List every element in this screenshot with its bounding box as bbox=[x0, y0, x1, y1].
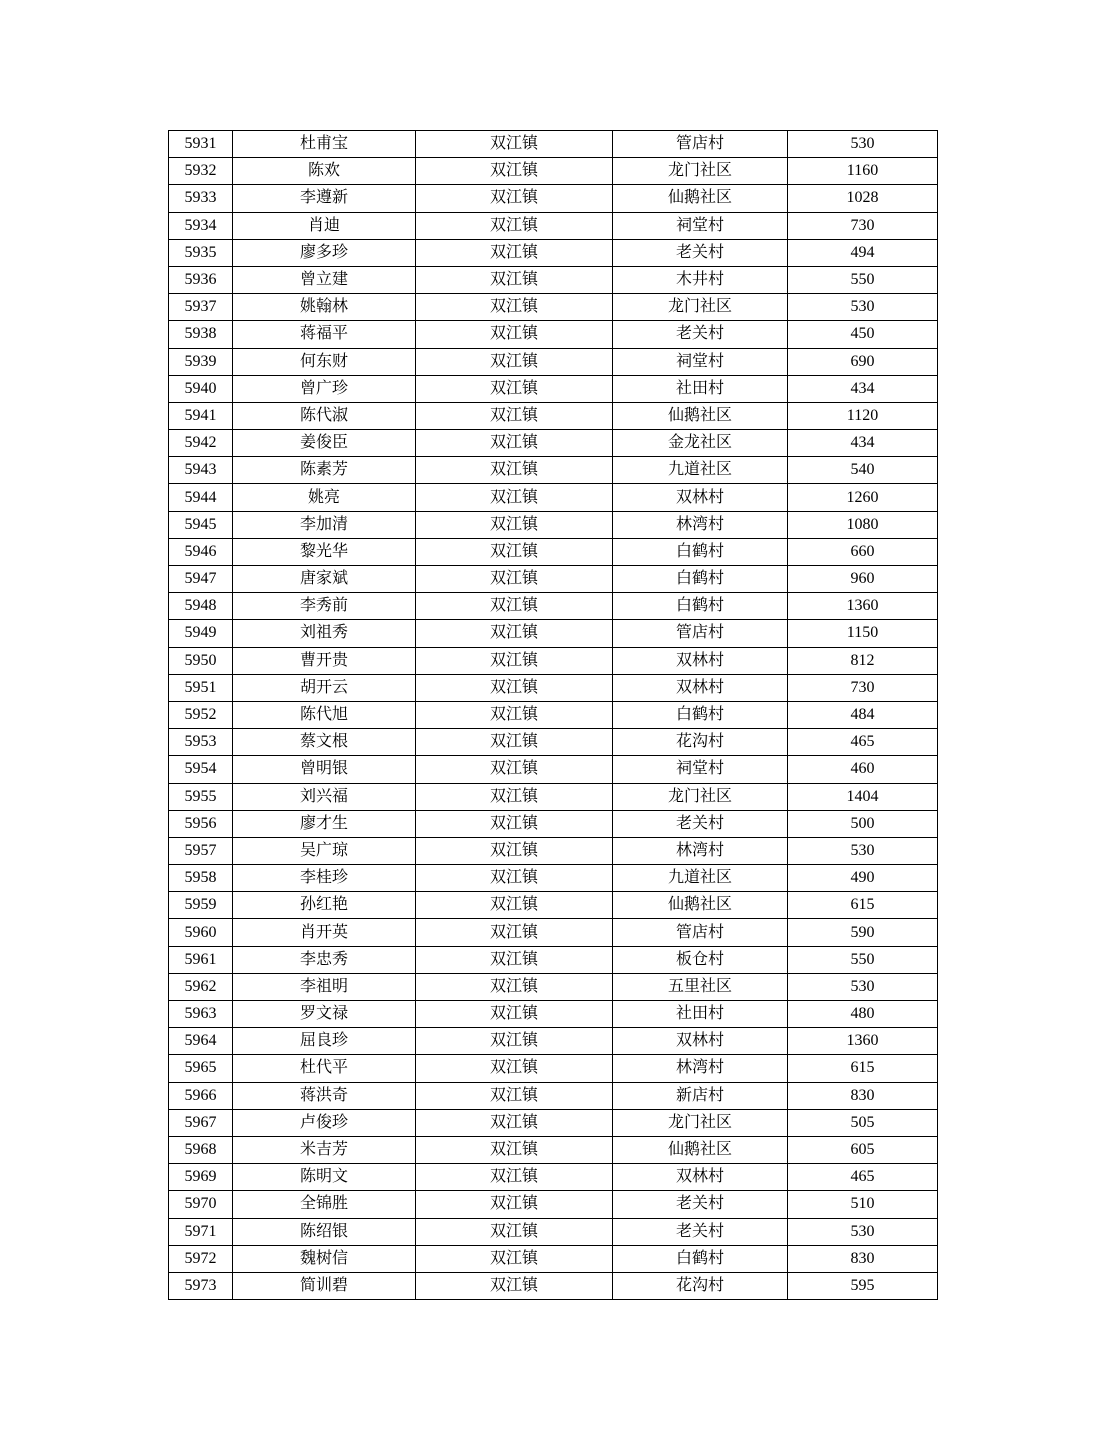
cell-village: 九道社区 bbox=[613, 865, 788, 892]
cell-id: 5932 bbox=[169, 158, 233, 185]
cell-village: 祠堂村 bbox=[613, 212, 788, 239]
cell-town: 双江镇 bbox=[416, 1218, 613, 1245]
cell-village: 双林村 bbox=[613, 484, 788, 511]
cell-id: 5963 bbox=[169, 1001, 233, 1028]
table-row bbox=[169, 294, 938, 321]
cell-town: 双江镇 bbox=[416, 375, 613, 402]
cell-id: 5954 bbox=[169, 756, 233, 783]
table-row bbox=[169, 783, 938, 810]
cell-village: 管店村 bbox=[613, 131, 788, 158]
table-row bbox=[169, 1109, 938, 1136]
cell-name: 廖多珍 bbox=[233, 239, 416, 266]
table-row bbox=[169, 484, 938, 511]
cell-name: 全锦胜 bbox=[233, 1191, 416, 1218]
cell-village: 白鹤村 bbox=[613, 566, 788, 593]
cell-village: 林湾村 bbox=[613, 511, 788, 538]
cell-id: 5959 bbox=[169, 892, 233, 919]
cell-village: 双林村 bbox=[613, 674, 788, 701]
cell-name: 陈代旭 bbox=[233, 701, 416, 728]
table-row bbox=[169, 239, 938, 266]
cell-amount: 615 bbox=[788, 892, 938, 919]
table-row bbox=[169, 919, 938, 946]
cell-name: 何东财 bbox=[233, 348, 416, 375]
cell-name: 蒋洪奇 bbox=[233, 1082, 416, 1109]
cell-village: 白鹤村 bbox=[613, 538, 788, 565]
cell-name: 陈绍银 bbox=[233, 1218, 416, 1245]
cell-amount: 460 bbox=[788, 756, 938, 783]
cell-village: 白鹤村 bbox=[613, 593, 788, 620]
cell-amount: 490 bbox=[788, 865, 938, 892]
cell-name: 姜俊臣 bbox=[233, 430, 416, 457]
table-row bbox=[169, 131, 938, 158]
cell-id: 5946 bbox=[169, 538, 233, 565]
cell-id: 5945 bbox=[169, 511, 233, 538]
cell-village: 花沟村 bbox=[613, 729, 788, 756]
cell-town: 双江镇 bbox=[416, 783, 613, 810]
table-row bbox=[169, 1001, 938, 1028]
cell-name: 杜甫宝 bbox=[233, 131, 416, 158]
cell-amount: 730 bbox=[788, 674, 938, 701]
cell-id: 5942 bbox=[169, 430, 233, 457]
cell-village: 五里社区 bbox=[613, 973, 788, 1000]
cell-name: 黎光华 bbox=[233, 538, 416, 565]
cell-id: 5970 bbox=[169, 1191, 233, 1218]
cell-name: 唐家斌 bbox=[233, 566, 416, 593]
cell-town: 双江镇 bbox=[416, 158, 613, 185]
cell-village: 双林村 bbox=[613, 1028, 788, 1055]
cell-village: 木井村 bbox=[613, 266, 788, 293]
cell-village: 双林村 bbox=[613, 1164, 788, 1191]
cell-amount: 450 bbox=[788, 321, 938, 348]
cell-village: 花沟村 bbox=[613, 1272, 788, 1299]
cell-amount: 465 bbox=[788, 729, 938, 756]
cell-town: 双江镇 bbox=[416, 946, 613, 973]
cell-id: 5944 bbox=[169, 484, 233, 511]
cell-town: 双江镇 bbox=[416, 538, 613, 565]
cell-id: 5962 bbox=[169, 973, 233, 1000]
cell-town: 双江镇 bbox=[416, 185, 613, 212]
cell-name: 吴广琼 bbox=[233, 837, 416, 864]
table-row bbox=[169, 375, 938, 402]
cell-village: 仙鹅社区 bbox=[613, 1136, 788, 1163]
cell-town: 双江镇 bbox=[416, 484, 613, 511]
cell-village: 社田村 bbox=[613, 375, 788, 402]
cell-amount: 1120 bbox=[788, 402, 938, 429]
cell-id: 5948 bbox=[169, 593, 233, 620]
cell-village: 老关村 bbox=[613, 810, 788, 837]
cell-name: 姚翰林 bbox=[233, 294, 416, 321]
table-row bbox=[169, 837, 938, 864]
cell-amount: 1404 bbox=[788, 783, 938, 810]
cell-amount: 1080 bbox=[788, 511, 938, 538]
cell-name: 廖才生 bbox=[233, 810, 416, 837]
cell-village: 龙门社区 bbox=[613, 1109, 788, 1136]
cell-amount: 510 bbox=[788, 1191, 938, 1218]
cell-amount: 484 bbox=[788, 701, 938, 728]
table-row bbox=[169, 647, 938, 674]
cell-amount: 595 bbox=[788, 1272, 938, 1299]
cell-name: 魏树信 bbox=[233, 1245, 416, 1272]
table-row bbox=[169, 1082, 938, 1109]
cell-town: 双江镇 bbox=[416, 1136, 613, 1163]
cell-town: 双江镇 bbox=[416, 430, 613, 457]
cell-town: 双江镇 bbox=[416, 131, 613, 158]
cell-name: 陈欢 bbox=[233, 158, 416, 185]
cell-amount: 434 bbox=[788, 430, 938, 457]
cell-id: 5949 bbox=[169, 620, 233, 647]
cell-name: 陈明文 bbox=[233, 1164, 416, 1191]
cell-id: 5953 bbox=[169, 729, 233, 756]
cell-name: 李加清 bbox=[233, 511, 416, 538]
cell-amount: 615 bbox=[788, 1055, 938, 1082]
table-row bbox=[169, 402, 938, 429]
cell-id: 5947 bbox=[169, 566, 233, 593]
table-row bbox=[169, 457, 938, 484]
cell-id: 5973 bbox=[169, 1272, 233, 1299]
cell-id: 5936 bbox=[169, 266, 233, 293]
cell-village: 双林村 bbox=[613, 647, 788, 674]
cell-name: 蒋福平 bbox=[233, 321, 416, 348]
cell-name: 罗文禄 bbox=[233, 1001, 416, 1028]
table-row bbox=[169, 701, 938, 728]
cell-id: 5934 bbox=[169, 212, 233, 239]
cell-village: 龙门社区 bbox=[613, 294, 788, 321]
table-row bbox=[169, 892, 938, 919]
cell-id: 5971 bbox=[169, 1218, 233, 1245]
cell-name: 曾广珍 bbox=[233, 375, 416, 402]
cell-id: 5935 bbox=[169, 239, 233, 266]
cell-town: 双江镇 bbox=[416, 1082, 613, 1109]
cell-amount: 530 bbox=[788, 973, 938, 1000]
cell-id: 5960 bbox=[169, 919, 233, 946]
cell-amount: 540 bbox=[788, 457, 938, 484]
cell-amount: 480 bbox=[788, 1001, 938, 1028]
cell-id: 5940 bbox=[169, 375, 233, 402]
table-row bbox=[169, 566, 938, 593]
cell-village: 龙门社区 bbox=[613, 783, 788, 810]
cell-name: 米吉芳 bbox=[233, 1136, 416, 1163]
cell-id: 5956 bbox=[169, 810, 233, 837]
table-row bbox=[169, 266, 938, 293]
cell-name: 李遵新 bbox=[233, 185, 416, 212]
cell-village: 老关村 bbox=[613, 321, 788, 348]
cell-town: 双江镇 bbox=[416, 1109, 613, 1136]
cell-id: 5969 bbox=[169, 1164, 233, 1191]
cell-amount: 1028 bbox=[788, 185, 938, 212]
table-row bbox=[169, 1136, 938, 1163]
cell-id: 5966 bbox=[169, 1082, 233, 1109]
cell-town: 双江镇 bbox=[416, 701, 613, 728]
cell-name: 陈代淑 bbox=[233, 402, 416, 429]
table-row bbox=[169, 1055, 938, 1082]
cell-amount: 494 bbox=[788, 239, 938, 266]
cell-village: 白鹤村 bbox=[613, 1245, 788, 1272]
cell-id: 5961 bbox=[169, 946, 233, 973]
cell-town: 双江镇 bbox=[416, 593, 613, 620]
cell-village: 新店村 bbox=[613, 1082, 788, 1109]
cell-name: 曾立建 bbox=[233, 266, 416, 293]
table-row bbox=[169, 212, 938, 239]
cell-id: 5938 bbox=[169, 321, 233, 348]
cell-amount: 1360 bbox=[788, 593, 938, 620]
table-row bbox=[169, 620, 938, 647]
cell-town: 双江镇 bbox=[416, 348, 613, 375]
cell-town: 双江镇 bbox=[416, 1191, 613, 1218]
cell-name: 李祖明 bbox=[233, 973, 416, 1000]
cell-id: 5952 bbox=[169, 701, 233, 728]
table-row bbox=[169, 430, 938, 457]
cell-id: 5967 bbox=[169, 1109, 233, 1136]
table-row bbox=[169, 158, 938, 185]
table-row bbox=[169, 1028, 938, 1055]
table-row bbox=[169, 1245, 938, 1272]
cell-amount: 550 bbox=[788, 266, 938, 293]
cell-amount: 960 bbox=[788, 566, 938, 593]
cell-amount: 465 bbox=[788, 1164, 938, 1191]
cell-town: 双江镇 bbox=[416, 266, 613, 293]
table-row bbox=[169, 946, 938, 973]
cell-amount: 550 bbox=[788, 946, 938, 973]
roster-table-body bbox=[169, 131, 938, 1300]
cell-town: 双江镇 bbox=[416, 865, 613, 892]
cell-amount: 605 bbox=[788, 1136, 938, 1163]
cell-amount: 590 bbox=[788, 919, 938, 946]
cell-town: 双江镇 bbox=[416, 1055, 613, 1082]
cell-amount: 434 bbox=[788, 375, 938, 402]
cell-town: 双江镇 bbox=[416, 1001, 613, 1028]
cell-id: 5968 bbox=[169, 1136, 233, 1163]
cell-name: 曾明银 bbox=[233, 756, 416, 783]
cell-id: 5965 bbox=[169, 1055, 233, 1082]
cell-name: 陈素芳 bbox=[233, 457, 416, 484]
cell-amount: 530 bbox=[788, 1218, 938, 1245]
cell-id: 5937 bbox=[169, 294, 233, 321]
cell-town: 双江镇 bbox=[416, 729, 613, 756]
cell-amount: 812 bbox=[788, 647, 938, 674]
table-row bbox=[169, 321, 938, 348]
table-row bbox=[169, 973, 938, 1000]
cell-amount: 690 bbox=[788, 348, 938, 375]
cell-town: 双江镇 bbox=[416, 810, 613, 837]
cell-id: 5957 bbox=[169, 837, 233, 864]
table-row bbox=[169, 729, 938, 756]
cell-town: 双江镇 bbox=[416, 1028, 613, 1055]
cell-name: 刘祖秀 bbox=[233, 620, 416, 647]
cell-town: 双江镇 bbox=[416, 511, 613, 538]
cell-name: 曹开贵 bbox=[233, 647, 416, 674]
cell-town: 双江镇 bbox=[416, 457, 613, 484]
cell-name: 屈良珍 bbox=[233, 1028, 416, 1055]
cell-village: 仙鹅社区 bbox=[613, 402, 788, 429]
cell-village: 林湾村 bbox=[613, 1055, 788, 1082]
cell-amount: 530 bbox=[788, 837, 938, 864]
cell-village: 祠堂村 bbox=[613, 756, 788, 783]
cell-village: 白鹤村 bbox=[613, 701, 788, 728]
cell-id: 5933 bbox=[169, 185, 233, 212]
cell-village: 板仓村 bbox=[613, 946, 788, 973]
cell-id: 5964 bbox=[169, 1028, 233, 1055]
table-row bbox=[169, 674, 938, 701]
roster-table bbox=[168, 130, 938, 1300]
cell-village: 金龙社区 bbox=[613, 430, 788, 457]
cell-id: 5939 bbox=[169, 348, 233, 375]
cell-town: 双江镇 bbox=[416, 620, 613, 647]
cell-amount: 1150 bbox=[788, 620, 938, 647]
cell-id: 5958 bbox=[169, 865, 233, 892]
cell-name: 简训碧 bbox=[233, 1272, 416, 1299]
table-row bbox=[169, 511, 938, 538]
cell-town: 双江镇 bbox=[416, 239, 613, 266]
cell-name: 胡开云 bbox=[233, 674, 416, 701]
table-row bbox=[169, 810, 938, 837]
cell-name: 卢俊珍 bbox=[233, 1109, 416, 1136]
cell-town: 双江镇 bbox=[416, 321, 613, 348]
cell-amount: 530 bbox=[788, 294, 938, 321]
cell-amount: 1360 bbox=[788, 1028, 938, 1055]
cell-town: 双江镇 bbox=[416, 1164, 613, 1191]
cell-village: 龙门社区 bbox=[613, 158, 788, 185]
cell-town: 双江镇 bbox=[416, 973, 613, 1000]
cell-id: 5941 bbox=[169, 402, 233, 429]
cell-town: 双江镇 bbox=[416, 402, 613, 429]
cell-id: 5951 bbox=[169, 674, 233, 701]
cell-village: 林湾村 bbox=[613, 837, 788, 864]
cell-name: 杜代平 bbox=[233, 1055, 416, 1082]
cell-town: 双江镇 bbox=[416, 212, 613, 239]
table-row bbox=[169, 348, 938, 375]
cell-name: 刘兴福 bbox=[233, 783, 416, 810]
cell-village: 老关村 bbox=[613, 1191, 788, 1218]
cell-village: 社田村 bbox=[613, 1001, 788, 1028]
cell-village: 祠堂村 bbox=[613, 348, 788, 375]
cell-town: 双江镇 bbox=[416, 566, 613, 593]
cell-id: 5955 bbox=[169, 783, 233, 810]
table-row bbox=[169, 865, 938, 892]
cell-village: 老关村 bbox=[613, 1218, 788, 1245]
cell-town: 双江镇 bbox=[416, 647, 613, 674]
table-row bbox=[169, 538, 938, 565]
cell-id: 5972 bbox=[169, 1245, 233, 1272]
table-row bbox=[169, 1191, 938, 1218]
cell-id: 5950 bbox=[169, 647, 233, 674]
cell-name: 李秀前 bbox=[233, 593, 416, 620]
cell-name: 姚亮 bbox=[233, 484, 416, 511]
cell-amount: 1160 bbox=[788, 158, 938, 185]
cell-name: 李忠秀 bbox=[233, 946, 416, 973]
cell-town: 双江镇 bbox=[416, 837, 613, 864]
cell-town: 双江镇 bbox=[416, 1245, 613, 1272]
cell-amount: 830 bbox=[788, 1082, 938, 1109]
table-row bbox=[169, 1164, 938, 1191]
cell-amount: 730 bbox=[788, 212, 938, 239]
table-row bbox=[169, 1272, 938, 1299]
cell-id: 5943 bbox=[169, 457, 233, 484]
cell-amount: 505 bbox=[788, 1109, 938, 1136]
cell-id: 5931 bbox=[169, 131, 233, 158]
cell-name: 孙红艳 bbox=[233, 892, 416, 919]
cell-amount: 500 bbox=[788, 810, 938, 837]
cell-town: 双江镇 bbox=[416, 919, 613, 946]
table-row bbox=[169, 756, 938, 783]
cell-village: 九道社区 bbox=[613, 457, 788, 484]
cell-town: 双江镇 bbox=[416, 294, 613, 321]
cell-town: 双江镇 bbox=[416, 674, 613, 701]
table-row bbox=[169, 593, 938, 620]
cell-name: 肖迪 bbox=[233, 212, 416, 239]
cell-name: 肖开英 bbox=[233, 919, 416, 946]
cell-name: 李桂珍 bbox=[233, 865, 416, 892]
cell-name: 蔡文根 bbox=[233, 729, 416, 756]
cell-amount: 660 bbox=[788, 538, 938, 565]
table-row bbox=[169, 185, 938, 212]
cell-village: 仙鹅社区 bbox=[613, 892, 788, 919]
cell-amount: 1260 bbox=[788, 484, 938, 511]
cell-amount: 530 bbox=[788, 131, 938, 158]
cell-town: 双江镇 bbox=[416, 892, 613, 919]
cell-village: 管店村 bbox=[613, 919, 788, 946]
cell-village: 仙鹅社区 bbox=[613, 185, 788, 212]
cell-town: 双江镇 bbox=[416, 756, 613, 783]
cell-village: 管店村 bbox=[613, 620, 788, 647]
cell-town: 双江镇 bbox=[416, 1272, 613, 1299]
cell-amount: 830 bbox=[788, 1245, 938, 1272]
table-row bbox=[169, 1218, 938, 1245]
cell-village: 老关村 bbox=[613, 239, 788, 266]
